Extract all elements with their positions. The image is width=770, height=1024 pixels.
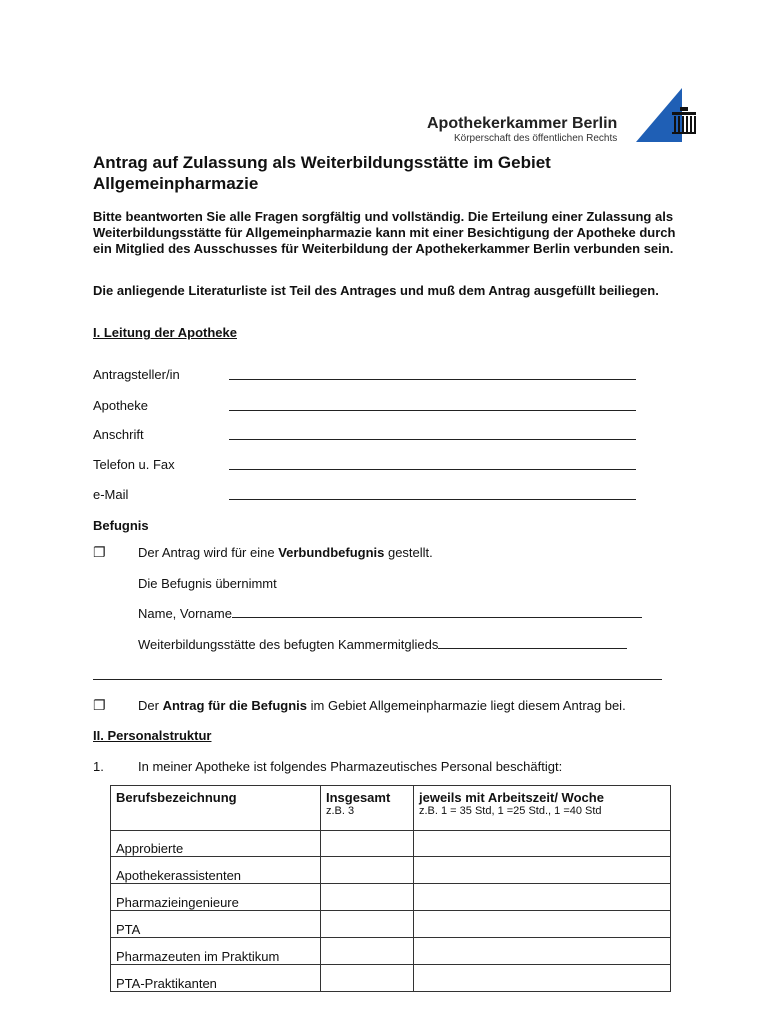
cell-insgesamt[interactable] (321, 965, 414, 992)
label-antragsteller: Antragsteller/in (93, 367, 180, 382)
input-line-apotheke[interactable] (229, 410, 636, 411)
staette-input[interactable] (438, 638, 627, 649)
item-number: 1. (93, 759, 104, 774)
cell-arbeitszeit[interactable] (414, 911, 671, 938)
cell-arbeitszeit[interactable] (414, 884, 671, 911)
table-row (111, 911, 671, 938)
befugnis-heading: Befugnis (93, 518, 149, 533)
org-subtitle: Körperschaft des öffentlichen Rechts (454, 133, 618, 144)
cell-insgesamt[interactable] (321, 857, 414, 884)
staette-row (138, 637, 627, 652)
cell-arbeitszeit[interactable] (414, 857, 671, 884)
cell-arbeitszeit[interactable] (414, 965, 671, 992)
table-row (111, 965, 671, 992)
row-label: Approbierte (111, 831, 321, 857)
table-row (111, 857, 671, 884)
name-vorname-input[interactable] (232, 607, 642, 618)
row-label: Apothekerassistenten (111, 857, 321, 884)
input-line-anschrift[interactable] (229, 439, 636, 440)
label-apotheke: Apotheke (93, 398, 148, 413)
befugnis-uebernimmt: Die Befugnis übernimmt (138, 576, 277, 591)
option-verbundbefugnis-text: Der Antrag wird für eine Verbundbefugnis gestellt. (138, 545, 433, 560)
checkbox-verbundbefugnis[interactable]: ❐ (93, 544, 106, 560)
header-arbeitszeit: jeweils mit Arbeitszeit/ Woche z.B. 1 = 35 Std, 1 =25 Std., 1 =40 Std (414, 786, 671, 831)
staette-label: Weiterbildungsstätte des befugten Kammermitglieds (138, 637, 439, 652)
literature-note: Die anliegende Literaturliste ist Teil des Antrages und muß dem Antrag ausgefüllt beiliegen. (93, 283, 659, 298)
checkbox-antrag-befugnis[interactable]: ❐ (93, 697, 106, 713)
page-title: Antrag auf Zulassung als Weiterbildungsstätte im Gebiet Allgemeinpharmazie (93, 153, 551, 193)
section-heading-leitung: I. Leitung der Apotheke (93, 325, 237, 340)
row-label: PTA-Praktikanten (111, 965, 321, 992)
intro-text: Bitte beantworten Sie alle Fragen sorgfältig und vollständig. Die Erteilung einer Zulassung als Weiterbildungsstätte für Allgemeinpharmazie kann mit einer Besichtigung der Apotheke durch ein Mitglied des Ausschusses für Weiterbildung der Apothekerkammer Berlin verbunden sein. (93, 209, 676, 256)
label-email: e-Mail (93, 487, 129, 502)
table-row (111, 938, 671, 965)
table-row (111, 831, 671, 857)
section-heading-personal: II. Personalstruktur (93, 728, 212, 743)
name-vorname-label: Name, Vorname (138, 606, 232, 621)
input-line-telefon-fax[interactable] (229, 469, 636, 470)
cell-insgesamt[interactable] (321, 831, 414, 857)
table-header-row (111, 786, 671, 831)
name-vorname-row (138, 606, 642, 621)
row-label: PTA (111, 911, 321, 938)
option-antrag-befugnis-text: Der Antrag für die Befugnis im Gebiet Allgemeinpharmazie liegt diesem Antrag bei. (138, 698, 626, 713)
org-name: Apothekerkammer Berlin (427, 115, 618, 132)
input-line-antragsteller[interactable] (229, 379, 636, 380)
header-insgesamt: Insgesamt z.B. 3 (321, 786, 414, 831)
label-telefon-fax: Telefon u. Fax (93, 457, 175, 472)
input-line-email[interactable] (229, 499, 636, 500)
cell-insgesamt[interactable] (321, 911, 414, 938)
table-row (111, 884, 671, 911)
cell-insgesamt[interactable] (321, 884, 414, 911)
full-width-input-line[interactable] (93, 679, 662, 680)
berlin-gate-icon (636, 86, 698, 144)
staff-table (110, 785, 671, 992)
row-label: Pharmazieingenieure (111, 884, 321, 911)
row-label: Pharmazeuten im Praktikum (111, 938, 321, 965)
header-berufsbezeichnung: Berufsbezeichnung (111, 786, 321, 831)
item-text: In meiner Apotheke ist folgendes Pharmazeutisches Personal beschäftigt: (138, 759, 563, 774)
cell-arbeitszeit[interactable] (414, 831, 671, 857)
cell-arbeitszeit[interactable] (414, 938, 671, 965)
label-anschrift: Anschrift (93, 427, 144, 442)
cell-insgesamt[interactable] (321, 938, 414, 965)
